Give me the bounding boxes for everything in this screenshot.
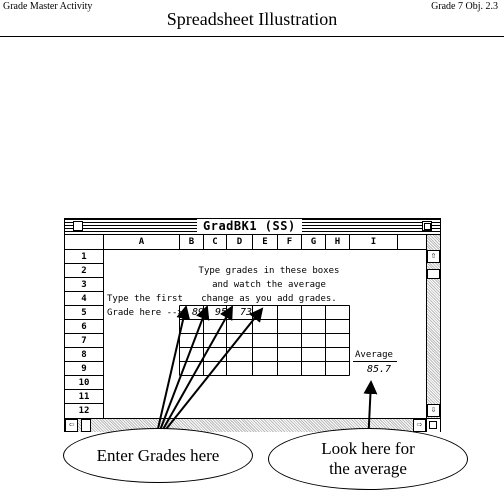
cell-instruction-line-2: and watch the average [212, 280, 326, 290]
column-header-c[interactable]: C [212, 237, 218, 247]
cell-instruction-line-3: change as you add grades. [201, 294, 337, 304]
cell-i8-average-label: Average [355, 350, 393, 360]
cell-i9-average-value[interactable]: 85.7 [367, 364, 392, 375]
cell-d5-grade[interactable]: 73 [240, 307, 253, 318]
header-objective-label: Grade 7 Obj. 2.3 [431, 1, 498, 12]
column-header-i[interactable]: I [370, 237, 377, 247]
callout-enter-grades [63, 428, 253, 483]
header-activity-label: Grade Master Activity [3, 1, 93, 12]
cell-b5-grade[interactable]: 89 [192, 307, 205, 318]
column-header-g[interactable]: G [310, 237, 317, 247]
scroll-down-arrow-icon[interactable]: ⇩ [427, 404, 440, 417]
scroll-left-arrow-icon[interactable]: ⇦ [65, 419, 78, 432]
row-header-5[interactable]: 5 [81, 308, 87, 318]
window-title: GradBK1 (SS) [197, 219, 302, 234]
column-header-h[interactable]: H [334, 237, 341, 247]
column-header-f[interactable]: F [286, 237, 293, 247]
row-header-11[interactable]: 11 [78, 392, 90, 402]
column-header-d[interactable]: D [236, 237, 243, 247]
scroll-up-arrow-icon[interactable]: ⇧ [427, 250, 440, 263]
column-header-b[interactable]: B [188, 237, 195, 247]
callout-look-average [268, 428, 468, 490]
row-header-12[interactable]: 12 [78, 406, 90, 416]
row-header-8[interactable]: 8 [81, 350, 87, 360]
arrow-to-c5 [159, 307, 207, 433]
row-header-3[interactable]: 3 [81, 280, 87, 290]
row-header-4[interactable]: 4 [81, 294, 87, 304]
row-header-10[interactable]: 10 [78, 378, 90, 388]
page-title: Spreadsheet Illustration [166, 9, 338, 29]
column-header-a[interactable]: A [138, 237, 145, 247]
arrow-to-e5 [163, 309, 262, 433]
cell-c5-grade[interactable]: 95 [215, 307, 228, 318]
scroll-right-arrow-icon[interactable]: ⇨ [413, 419, 426, 432]
callout-enter-grades-text: Enter Grades here [96, 445, 220, 465]
row-header-7[interactable]: 7 [81, 336, 87, 346]
cell-a4[interactable]: Type the first [107, 294, 183, 304]
callout-look-average-text: Look here for the average [321, 439, 415, 478]
cell-instruction-line-1: Type grades in these boxes [198, 266, 340, 276]
row-header-9[interactable]: 9 [81, 364, 87, 374]
row-header-2[interactable]: 2 [81, 266, 87, 276]
row-header-1[interactable]: 1 [81, 252, 87, 262]
row-header-6[interactable]: 6 [81, 322, 87, 332]
cell-a5[interactable]: Grade here --> [107, 308, 183, 318]
column-header-e[interactable]: E [262, 237, 268, 247]
